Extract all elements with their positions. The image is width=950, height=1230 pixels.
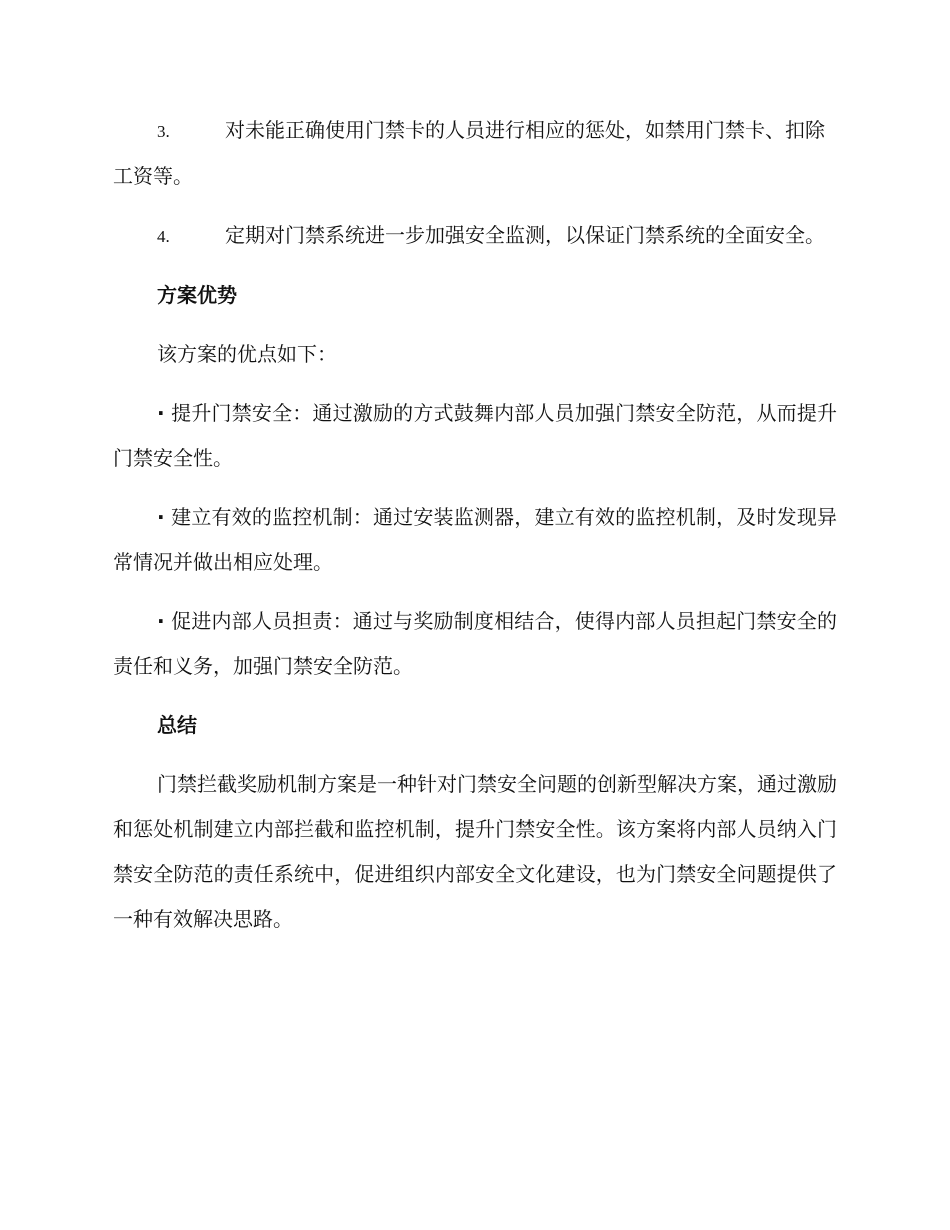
numbered-item-3 [113, 108, 837, 199]
item-number: 4. [157, 227, 170, 246]
item-number: 3. [157, 122, 170, 141]
summary-paragraph: 门禁拦截奖励机制方案是一种针对门禁安全问题的创新型解决方案，通过激励和惩处机制建立内部拦截和监控机制，提升门禁安全性。该方案将内部人员纳入门禁安全防范的责任系统中，促进组织内部安全文化建设，也为门禁安全问题提供了一种有效解决思路。 [113, 772, 837, 931]
bullet-item [113, 391, 837, 481]
section-heading-advantages: 方案优势 [157, 283, 237, 307]
numbered-item-4 [113, 213, 837, 259]
bullet-item [113, 599, 837, 689]
bullet-text: 建立有效的监控机制：通过安装监测器，建立有效的监控机制，及时发现异常情况并做出相应处理。 [113, 505, 838, 574]
bullet-dot: · [157, 609, 165, 633]
bullet-item [113, 495, 837, 585]
bullet-dot: · [157, 401, 165, 425]
item-text: 对未能正确使用门禁卡的人员进行相应的惩处，如禁用门禁卡、扣除工资等。 [113, 118, 825, 188]
item-text: 定期对门禁系统进一步加强安全监测，以保证门禁系统的全面安全。 [225, 223, 825, 247]
document-page [113, 108, 837, 956]
bullet-text: 提升门禁安全：通过激励的方式鼓舞内部人员加强门禁安全防范，从而提升门禁安全性。 [113, 401, 838, 470]
section-heading-summary: 总结 [157, 713, 197, 737]
bullet-text: 促进内部人员担责：通过与奖励制度相结合，使得内部人员担起门禁安全的责任和义务，加强门禁安全防范。 [113, 609, 838, 678]
advantages-intro: 该方案的优点如下： [157, 342, 337, 366]
bullet-dot: · [157, 505, 165, 529]
